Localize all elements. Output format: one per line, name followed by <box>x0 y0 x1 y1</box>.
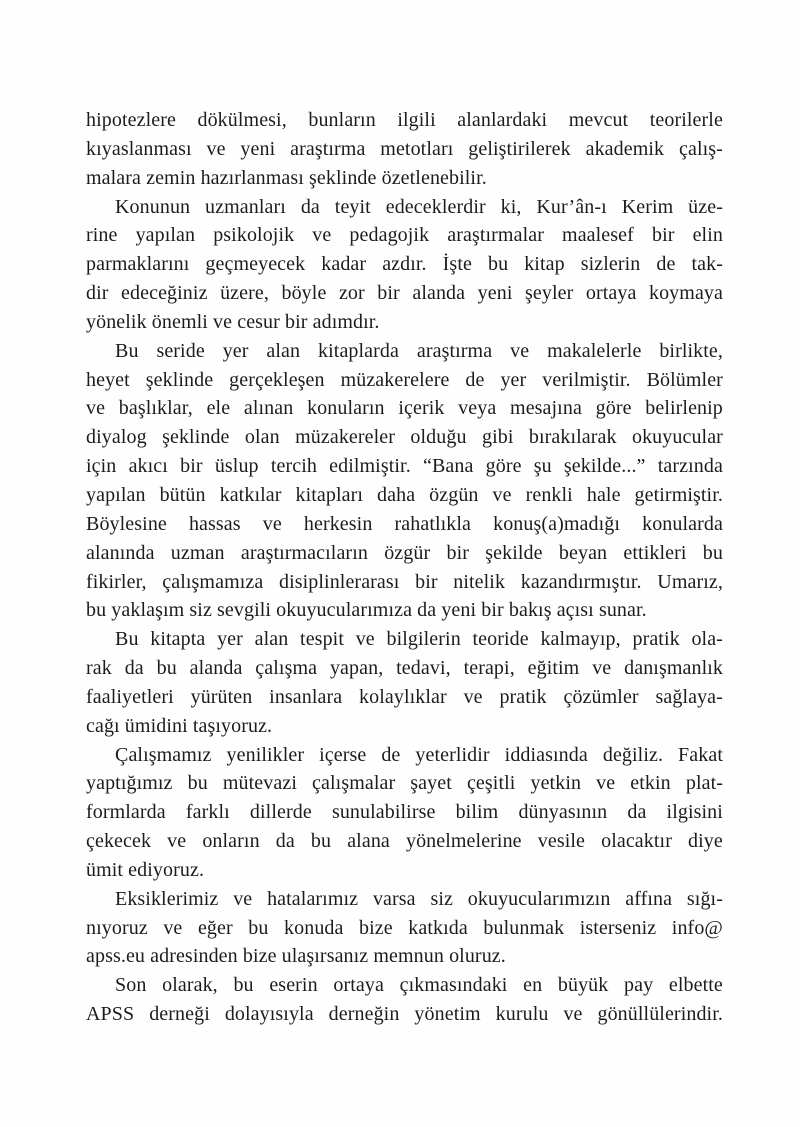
word: edeceğiniz <box>121 282 208 305</box>
word: dir <box>86 282 109 305</box>
text-line <box>86 568 723 597</box>
word: kolaylıklar <box>359 685 447 708</box>
word: hipotezlere <box>86 109 176 131</box>
word: yaptığımız <box>86 772 173 795</box>
word: ve <box>492 483 512 506</box>
text-line <box>86 423 723 452</box>
word: araştırmalar <box>447 224 544 247</box>
word: teorilerle <box>649 109 723 131</box>
word: araştırma <box>416 339 493 362</box>
word: çözümler <box>563 685 639 708</box>
text-line: cağı ümidini taşıyoruz. <box>86 714 273 737</box>
word: kazandırmıştır. <box>520 570 642 593</box>
text-line <box>86 769 723 798</box>
word: ve <box>563 1003 583 1026</box>
word: yönetim <box>414 1003 481 1026</box>
word: kalmayıp, <box>540 628 621 651</box>
word: belirlenip <box>645 397 723 420</box>
word: rahatlıkla <box>394 512 472 535</box>
word: kitapta <box>150 628 206 651</box>
word: geçmeyecek <box>205 253 306 276</box>
word: de <box>381 743 401 766</box>
word: eserin <box>269 974 318 997</box>
text-line <box>86 654 723 683</box>
text-line <box>86 798 723 827</box>
word: katkılar <box>219 483 282 506</box>
paragraph-1 <box>86 106 723 193</box>
word: değiliz. <box>602 743 664 766</box>
word: çalışmamıza <box>162 570 264 593</box>
word: dolayısıyla <box>224 1003 314 1026</box>
word: pay <box>624 974 654 997</box>
word: gerçekleşen <box>229 368 325 391</box>
word: nitelik <box>453 570 506 593</box>
word: maalesef <box>562 224 634 247</box>
word: gibi <box>481 426 514 449</box>
word: yeni <box>240 137 276 160</box>
text-line: bu yaklaşım siz sevgili okuyucularımıza da yeni bir bakış açısı sunar. <box>86 599 647 622</box>
word: bir <box>415 570 438 593</box>
word: araştırma <box>290 137 366 160</box>
word: çıkmasındaki <box>399 974 508 997</box>
word: şekilde...” <box>563 455 646 478</box>
text-line <box>86 250 723 279</box>
text-line: ümit ediyoruz. <box>86 858 205 881</box>
word: konuda <box>284 916 344 939</box>
word: onların <box>202 830 260 853</box>
word: sığı- <box>686 887 723 910</box>
word: info@ <box>671 916 723 939</box>
word: mütevazi <box>222 772 297 795</box>
word: nıyoruz <box>86 916 148 939</box>
word: dökülmesi, <box>197 109 287 131</box>
word: şayet <box>410 772 452 795</box>
text-line <box>86 337 723 366</box>
word: yapılan <box>135 224 196 247</box>
word: alanda <box>189 657 243 680</box>
word: ele <box>206 397 231 420</box>
text-line <box>86 539 723 568</box>
word: ve <box>262 512 282 535</box>
word: tespit <box>300 628 344 651</box>
word: üzere, <box>220 282 269 305</box>
word: azdır. <box>382 253 427 276</box>
word: kitap <box>524 253 565 276</box>
word: içerse <box>319 743 367 766</box>
word: alanda <box>412 282 466 305</box>
word: faaliyetleri <box>86 685 174 708</box>
word: Bölümler <box>646 368 723 391</box>
word: bu <box>233 974 254 997</box>
word: formlarda <box>86 801 166 824</box>
word: kıyaslanması <box>86 137 192 160</box>
word: özgün <box>429 483 479 506</box>
word: yeterlidir <box>415 743 490 766</box>
word: bütün <box>159 483 206 506</box>
word: elin <box>692 224 723 247</box>
word: ortaya <box>333 974 384 997</box>
word: bir <box>180 455 203 478</box>
text-line <box>86 394 723 423</box>
word: yapan, <box>329 657 384 680</box>
word: ilgisini <box>666 801 723 824</box>
word: varsa <box>372 887 416 910</box>
word: olacaktır <box>601 830 672 853</box>
word: bir <box>651 224 675 247</box>
word: geliştirilerek <box>468 137 571 160</box>
word: Çalışmamız <box>115 743 212 766</box>
word: birlikte, <box>659 339 723 362</box>
text-line <box>86 625 723 654</box>
word: bu <box>156 657 177 680</box>
word: okuyucularımızın <box>467 887 611 910</box>
word: uzmanları <box>205 195 286 218</box>
word: affına <box>625 887 673 910</box>
word: seride <box>156 339 205 362</box>
word: pratik <box>632 628 680 651</box>
text-line <box>86 221 723 250</box>
word: müzakereler <box>295 426 396 449</box>
word: ettikleri <box>623 541 687 564</box>
word: ki, <box>500 195 522 218</box>
word: şekilde <box>485 541 543 564</box>
word: rine <box>86 224 118 247</box>
word: tercih <box>270 455 317 478</box>
word: şu <box>533 455 552 478</box>
word: katkıda <box>408 916 468 939</box>
word: konularda <box>642 512 723 535</box>
word: göre <box>595 397 632 420</box>
word: bu <box>487 253 509 276</box>
word: hatalarımız <box>267 887 359 910</box>
word: da <box>275 830 295 853</box>
word: sunulabilirse <box>331 801 436 824</box>
word: bunların <box>308 109 376 131</box>
word: araştırmacıların <box>240 541 368 564</box>
word: ve <box>463 685 483 708</box>
word: için <box>86 455 117 478</box>
word: bırakılarak <box>528 426 617 449</box>
word: mevcut <box>568 109 629 131</box>
word: verilmiştir. <box>542 368 631 391</box>
word: ve <box>510 339 530 362</box>
word: iddiasında <box>504 743 588 766</box>
word: başlıklar, <box>118 397 193 420</box>
word: bize <box>359 916 393 939</box>
text-line <box>86 971 723 1000</box>
word: eğitim <box>527 657 580 680</box>
word: getirmiştir. <box>634 483 723 506</box>
word: çalışmalar <box>312 772 396 795</box>
text-line <box>86 279 723 308</box>
word: yürüten <box>190 685 253 708</box>
text-line: apss.eu adresinden bize ulaşırsanız memnun oluruz. <box>86 945 506 968</box>
word: alana <box>347 830 390 853</box>
word: siz <box>430 887 453 910</box>
word: hassas <box>188 512 241 535</box>
word: uzman <box>170 541 225 564</box>
text-line <box>86 135 723 164</box>
word: konuş(a)madığı <box>493 512 621 535</box>
word: Bu <box>115 339 139 362</box>
word: pedagojik <box>349 224 430 247</box>
word: okuyucular <box>631 426 723 449</box>
word: Böylesine <box>86 512 167 535</box>
text-line <box>86 481 723 510</box>
paragraph-3 <box>86 337 723 625</box>
word: Son <box>115 974 147 997</box>
word: bu <box>248 916 269 939</box>
word: insanlara <box>269 685 343 708</box>
word: alınan <box>243 397 294 420</box>
word: özgür <box>384 541 431 564</box>
word: isterseniz <box>579 916 657 939</box>
word: kurulu <box>495 1003 549 1026</box>
word: ve <box>596 772 616 795</box>
word: da <box>124 657 144 680</box>
word: çeşitli <box>466 772 516 795</box>
paragraph-2 <box>86 193 723 337</box>
text-line <box>86 366 723 395</box>
word: plat- <box>685 772 723 795</box>
word: fikirler, <box>86 570 147 593</box>
word: İşte <box>442 253 472 276</box>
word: derneği <box>149 1003 210 1026</box>
word: ve <box>233 887 253 910</box>
word: heyet <box>86 368 130 391</box>
text-line <box>86 683 723 712</box>
word: pratik <box>499 685 547 708</box>
word: müzakerelere <box>340 368 450 391</box>
word: danışmanlık <box>624 657 723 680</box>
word: farklı <box>185 801 230 824</box>
word: alan <box>266 339 301 362</box>
word: bir <box>446 541 470 564</box>
word: göre <box>485 455 522 478</box>
text-line <box>86 885 723 914</box>
word: koymaya <box>648 282 723 305</box>
word: çalışma <box>255 657 318 680</box>
word: yapılan <box>86 483 146 506</box>
word: yer <box>222 339 249 362</box>
word: ve <box>167 830 187 853</box>
paragraph-4 <box>86 625 723 740</box>
word: ortaya <box>585 282 637 305</box>
word: tedavi, <box>396 657 451 680</box>
word: konuların <box>307 397 385 420</box>
word: edilmiştir. <box>329 455 411 478</box>
word: yönelmelerine <box>405 830 522 853</box>
word: da <box>300 195 320 218</box>
word: renkli <box>525 483 573 506</box>
word: ve <box>86 397 106 420</box>
word: bir <box>377 282 400 305</box>
word: alanlardaki <box>457 109 548 131</box>
word: herkesin <box>303 512 373 535</box>
word: da <box>627 801 647 824</box>
word: ilgili <box>397 109 436 131</box>
word: bulunmak <box>483 916 565 939</box>
word: zor <box>338 282 365 305</box>
word: Konunun <box>115 195 191 218</box>
word: yer <box>217 628 243 651</box>
word: bu <box>702 541 723 564</box>
word: psikolojik <box>213 224 295 247</box>
word: diye <box>688 830 723 853</box>
word: de <box>465 368 485 391</box>
text-line <box>86 106 723 135</box>
word: vesile <box>537 830 586 853</box>
word: akıcı <box>128 455 168 478</box>
text-line <box>86 452 723 481</box>
word: eğer <box>197 916 233 939</box>
paragraph-5 <box>86 741 723 885</box>
word: bilgilerin <box>386 628 461 651</box>
word: ve <box>355 628 375 651</box>
word: derneğin <box>328 1003 400 1026</box>
word: kadar <box>321 253 367 276</box>
word: akademik <box>585 137 665 160</box>
word: ve <box>592 657 612 680</box>
word: ola- <box>691 628 723 651</box>
word: edeceklerdir <box>385 195 486 218</box>
word: dünyasının <box>518 801 608 824</box>
word: yer <box>500 368 527 391</box>
word: olarak, <box>162 974 218 997</box>
word: elbette <box>668 974 723 997</box>
word: yeni <box>477 282 513 305</box>
word: en <box>523 974 543 997</box>
word: şeklinde <box>145 368 214 391</box>
word: yenilikler <box>226 743 305 766</box>
word: APSS <box>86 1003 135 1026</box>
word: diyalog <box>86 426 147 449</box>
word: gönüllülerindir. <box>597 1003 723 1026</box>
word: ve <box>312 224 332 247</box>
word: bu <box>187 772 208 795</box>
text-line: yönelik önemli ve cesur bir adımdır. <box>86 310 380 333</box>
word: hale <box>586 483 621 506</box>
word: tak- <box>691 253 723 276</box>
word: büyük <box>557 974 609 997</box>
word: Eksiklerimiz <box>115 887 219 910</box>
word: tarzında <box>657 455 723 478</box>
word: çalış- <box>679 137 723 160</box>
word: etkin <box>630 772 671 795</box>
word: daha <box>377 483 416 506</box>
text-line <box>86 510 723 539</box>
word: makalelerle <box>547 339 642 362</box>
word: metotları <box>380 137 454 160</box>
word: Bu <box>115 628 139 651</box>
word: olan <box>244 426 280 449</box>
word: dillerde <box>249 801 312 824</box>
word: ve <box>206 137 226 160</box>
word: mesajına <box>510 397 582 420</box>
word: içerik <box>398 397 445 420</box>
word: rak <box>86 657 112 680</box>
word: bilim <box>455 801 499 824</box>
paragraph-7 <box>86 971 723 1029</box>
word: teoride <box>472 628 529 651</box>
word: kitapları <box>295 483 364 506</box>
word: Umarız, <box>657 570 723 593</box>
text-block <box>86 106 723 1029</box>
word: beyan <box>558 541 608 564</box>
word: üslup <box>214 455 259 478</box>
word: de <box>656 253 676 276</box>
word: yetkin <box>530 772 582 795</box>
word: Kerim <box>621 195 674 218</box>
paragraph-6 <box>86 885 723 972</box>
word: Kur’ân-ı <box>536 195 607 218</box>
word: şeyler <box>525 282 574 305</box>
word: teyit <box>334 195 371 218</box>
word: “Bana <box>422 455 474 478</box>
word: parmaklarını <box>86 253 190 276</box>
word: çekecek <box>86 830 152 853</box>
word: sağlaya- <box>655 685 723 708</box>
word: şeklinde <box>162 426 230 449</box>
word: alanında <box>86 541 155 564</box>
word: sizlerin <box>580 253 641 276</box>
word: bu <box>310 830 332 853</box>
text-line: malara zemin hazırlanması şeklinde özetlenebilir. <box>86 166 487 189</box>
word: böyle <box>281 282 327 305</box>
word: terapi, <box>463 657 515 680</box>
text-line <box>86 827 723 856</box>
word: olduğu <box>410 426 467 449</box>
word: disiplinlerarası <box>278 570 400 593</box>
word: veya <box>458 397 497 420</box>
word: alan <box>254 628 289 651</box>
word: üze- <box>688 195 723 218</box>
text-line <box>86 1000 723 1029</box>
word: kitaplarda <box>318 339 399 362</box>
word: Fakat <box>678 743 723 766</box>
text-line <box>86 741 723 770</box>
text-line <box>86 193 723 222</box>
text-line <box>86 914 723 943</box>
word: ve <box>163 916 183 939</box>
